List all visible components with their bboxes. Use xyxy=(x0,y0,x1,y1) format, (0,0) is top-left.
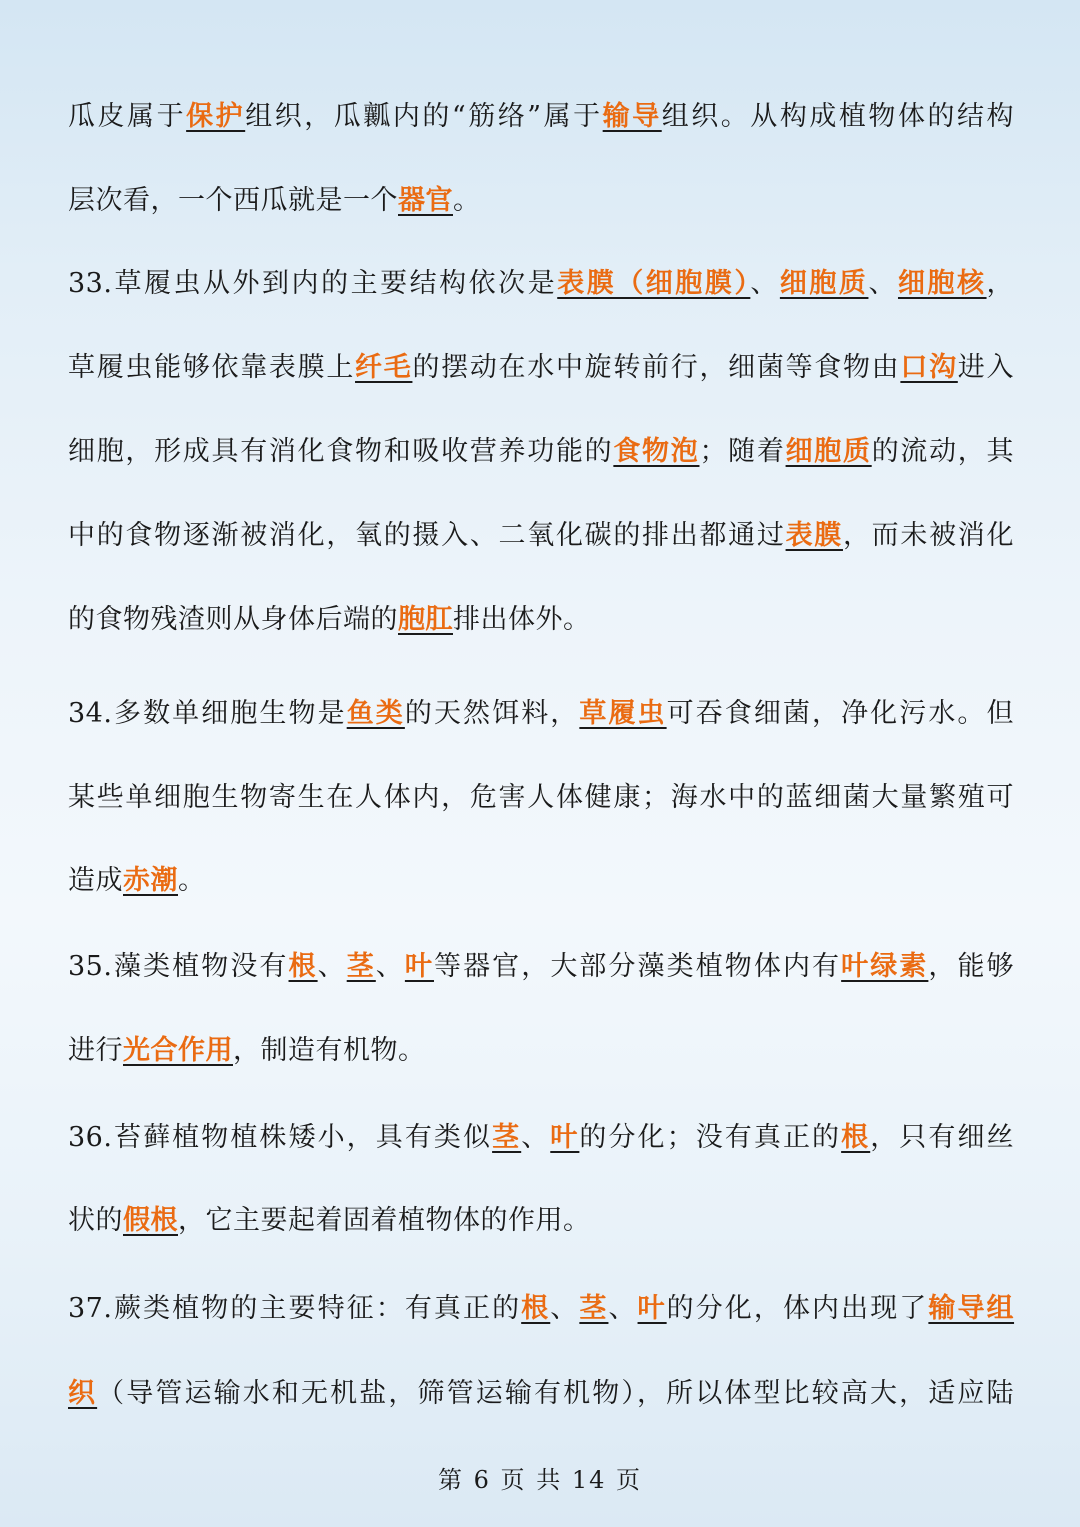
text-segment: 状的 xyxy=(68,1205,123,1236)
text-segment: 、 xyxy=(868,268,898,299)
text-segment: 、 xyxy=(608,1293,638,1324)
text-segment: 34.多数单细胞生物是 xyxy=(68,698,347,729)
text-segment: 、 xyxy=(521,1122,551,1153)
footer-total-unit: 页 xyxy=(616,1466,643,1494)
answer-highlight: 叶 xyxy=(404,951,434,982)
text-segment: ，它主要起着固着植物体的作用。 xyxy=(178,1205,591,1236)
answer-highlight: 鱼类 xyxy=(346,698,405,729)
text-line xyxy=(68,1120,1014,1156)
text-segment: 36.苔藓植物植株矮小，具有类似 xyxy=(68,1122,493,1153)
text-line xyxy=(68,1291,1014,1327)
text-segment: 、 xyxy=(550,1293,580,1324)
text-segment: 进入 xyxy=(957,352,1014,383)
text-segment: 的摆动在水中旋转前行，细菌等食物由 xyxy=(412,352,901,383)
answer-highlight: 器官 xyxy=(398,185,453,216)
text-line xyxy=(68,266,1014,302)
text-segment: ，只有细丝 xyxy=(870,1122,1015,1153)
text-segment: 层次看，一个西瓜就是一个 xyxy=(68,185,398,216)
answer-highlight: 输导组 xyxy=(928,1293,1015,1324)
answer-highlight: 茎 xyxy=(579,1293,609,1324)
text-segment: 造成 xyxy=(68,865,123,896)
text-line xyxy=(68,1203,1014,1239)
answer-highlight: 茎 xyxy=(492,1122,522,1153)
text-segment: 的分化；没有真正的 xyxy=(579,1122,842,1153)
answer-highlight: 表膜 xyxy=(785,520,843,551)
footer-total-word: 共 xyxy=(536,1466,563,1494)
text-segment: 排出体外。 xyxy=(453,604,591,635)
text-segment: 37.蕨类植物的主要特征：有真正的 xyxy=(68,1293,522,1324)
text-segment: 的分化，体内出现了 xyxy=(666,1293,929,1324)
text-segment: 瓜皮属于 xyxy=(68,101,187,132)
text-line xyxy=(68,780,1014,816)
text-segment: 35.藻类植物没有 xyxy=(68,951,289,982)
text-segment: 的天然饵料， xyxy=(404,698,580,729)
answer-highlight: 细胞质 xyxy=(785,436,872,467)
answer-highlight: 叶 xyxy=(637,1293,667,1324)
answer-highlight: 织 xyxy=(68,1378,98,1409)
footer-page-word: 第 xyxy=(437,1466,464,1494)
text-segment: 组织，瓜瓤内的“筋络”属于 xyxy=(245,101,603,132)
text-line xyxy=(68,434,1014,470)
answer-highlight: 胞肛 xyxy=(398,604,453,635)
text-segment: 可吞食细菌，净化污水。但 xyxy=(666,698,1015,729)
text-line xyxy=(68,183,1014,219)
answer-highlight: 叶 xyxy=(550,1122,580,1153)
text-line xyxy=(68,518,1014,554)
text-segment: ，能够 xyxy=(928,951,1015,982)
text-segment: 草履虫能够依靠表膜上 xyxy=(68,352,356,383)
page-footer xyxy=(0,1464,1080,1496)
text-line xyxy=(68,696,1014,732)
text-line xyxy=(68,350,1014,386)
text-segment: 中的食物逐渐被消化，氧的摄入、二氧化碳的排出都通过 xyxy=(68,520,786,551)
text-segment: 进行 xyxy=(68,1035,123,1066)
footer-page-number: 6 xyxy=(473,1466,491,1494)
text-segment: 33.草履虫从外到内的主要结构依次是 xyxy=(68,268,558,299)
answer-highlight: 赤潮 xyxy=(123,865,178,896)
text-segment: ，而未被消化 xyxy=(842,520,1014,551)
text-segment: 、 xyxy=(750,268,780,299)
answer-highlight: 保护 xyxy=(186,101,246,132)
text-line xyxy=(68,863,1014,899)
text-line xyxy=(68,949,1014,985)
text-segment: ；随着 xyxy=(699,436,786,467)
text-segment: 组织。从构成植物体的结构 xyxy=(661,101,1015,132)
text-line xyxy=(68,1376,1014,1412)
footer-page-unit: 页 xyxy=(500,1466,527,1494)
answer-highlight: 纤毛 xyxy=(355,352,413,383)
text-segment: 。 xyxy=(453,185,481,216)
answer-highlight: 草履虫 xyxy=(579,698,667,729)
text-segment: 等器官，大部分藻类植物体内有 xyxy=(433,951,842,982)
answer-highlight: 输导 xyxy=(602,101,662,132)
text-segment: 的流动，其 xyxy=(871,436,1014,467)
answer-highlight: 根 xyxy=(841,1122,871,1153)
text-segment: ， xyxy=(986,268,1015,299)
text-segment: 细胞，形成具有消化食物和吸收营养功能的 xyxy=(68,436,614,467)
text-segment: 某些单细胞生物寄生在人体内，危害人体健康；海水中的蓝细菌大量繁殖可 xyxy=(68,782,1014,813)
text-segment: ，制造有机物。 xyxy=(233,1035,426,1066)
answer-highlight: 根 xyxy=(521,1293,551,1324)
text-line xyxy=(68,99,1014,135)
text-segment: 、 xyxy=(375,951,405,982)
answer-highlight: 食物泡 xyxy=(613,436,700,467)
answer-highlight: 光合作用 xyxy=(123,1035,233,1066)
answer-highlight: 细胞质 xyxy=(779,268,869,299)
answer-highlight: 表膜（细胞膜） xyxy=(557,268,751,299)
text-line xyxy=(68,1033,1014,1069)
answer-highlight: 茎 xyxy=(346,951,376,982)
footer-total-number: 14 xyxy=(571,1466,607,1494)
answer-highlight: 根 xyxy=(288,951,318,982)
text-segment: 的食物残渣则从身体后端的 xyxy=(68,604,398,635)
answer-highlight: 叶绿素 xyxy=(841,951,929,982)
text-segment: （导管运输水和无机盐，筛管运输有机物），所以体型比较高大，适应陆 xyxy=(97,1378,1014,1409)
text-segment: 。 xyxy=(178,865,206,896)
answer-highlight: 口沟 xyxy=(900,352,958,383)
text-line xyxy=(68,602,1014,638)
text-segment: 、 xyxy=(317,951,347,982)
answer-highlight: 细胞核 xyxy=(897,268,987,299)
answer-highlight: 假根 xyxy=(123,1205,178,1236)
